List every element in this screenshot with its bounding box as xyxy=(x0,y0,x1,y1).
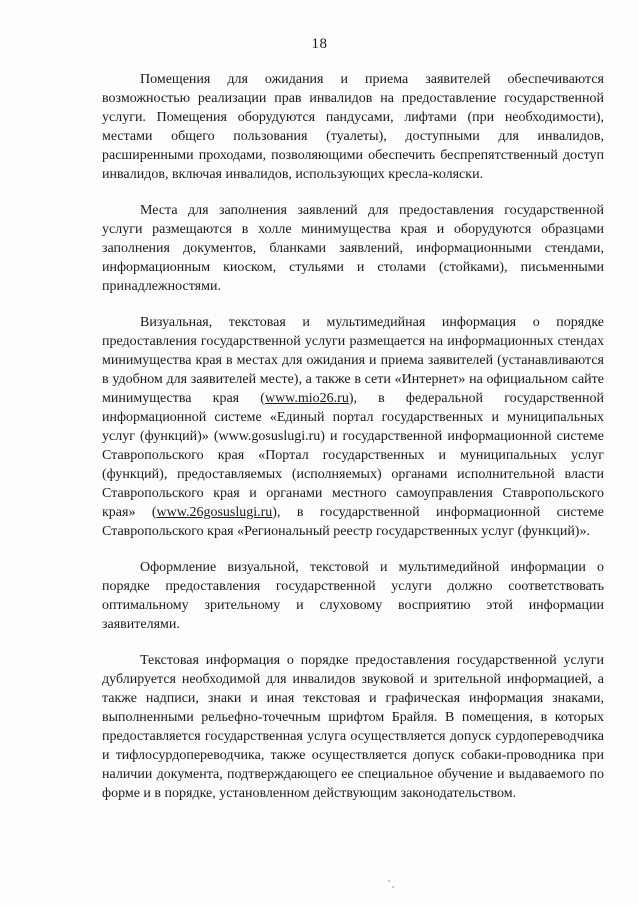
scan-speck xyxy=(392,886,394,888)
paragraph xyxy=(102,558,604,634)
paragraph-text: ), в государственной информационной системе Ставропольского края «Региональный реестр государственных услуг (функций)». xyxy=(102,505,604,539)
document-body xyxy=(102,70,604,820)
paragraph-text: Оформление визуальной, текстовой и мультимедийной информации о порядке предоставления государственной услуги должно соответствовать оптимальному зрительному и слуховому восприятию этой информации заявителями. xyxy=(102,560,604,632)
website-link[interactable]: www.26gosuslugi.ru xyxy=(156,505,273,520)
page-number: 18 xyxy=(311,36,328,52)
website-link[interactable]: www.mio26.ru xyxy=(264,391,349,406)
paragraph-text: Места для заполнения заявлений для предоставления государственной услуги размещаются в холле минимущества края и оборудуются образцами заполнения документов, бланками заявлений, информационными стендами, информационным киоском, стульями и столами (стойками), письменными принадлежностями. xyxy=(102,203,604,294)
paragraph-text: Текстовая информация о порядке предоставления государственной услуги дублируется необходимой для инвалидов звуковой и зрительной информацией, а также надписи, знаки и иная текстовая и графическая информация знаками, выполненными рельефно-точечным шрифтом Брайля. В помещения, в которых предоставляется государственная услуга осуществляется допуск сурдопереводчика и тифлосурдопереводчика, также осуществляется допуск собаки-проводника при наличии документа, подтверждающего ее специальное обучение и выдаваемого по форме и в порядке, установленном действующим законодательством. xyxy=(102,653,604,801)
paragraph xyxy=(102,70,604,184)
paragraph-text: Помещения для ожидания и приема заявителей обеспечиваются возможностью реализации прав инвалидов на предоставление государственной услуги. Помещения оборудуются пандусами, лифтами (при необходимости), местами общего пользования (туалеты), доступными для инвалидов, расширенными проходами, позволяющими обеспечить беспрепятственный доступ инвалидов, включая инвалидов, использующих кресла-коляски. xyxy=(102,72,604,182)
paragraph xyxy=(102,201,604,296)
paragraph-text: ), в федеральной государственной информационной системе «Единый портал государственных и муниципальных услуг (функций)» (www.gosuslugi.ru) и государственной информационной системе Ставропольского края «Портал государственных и муниципальных услуг (функций), предоставляемых (исполняемых) органами исполнительной власти Ставропольского края и органами местного самоуправления Ставропольского края» ( xyxy=(102,391,604,520)
scan-speck xyxy=(388,880,390,882)
paragraph xyxy=(102,651,604,803)
paragraph xyxy=(102,313,604,541)
paragraph-text: Визуальная, текстовая и мультимедийная информация о порядке предоставления государственной услуги размещается на информационных стендах минимущества края в местах для ожидания и приема заявителей (устанавливаются в удобном для заявителей месте), а также в сети «Интернет» на официальном сайте минимущества края ( xyxy=(102,315,604,406)
